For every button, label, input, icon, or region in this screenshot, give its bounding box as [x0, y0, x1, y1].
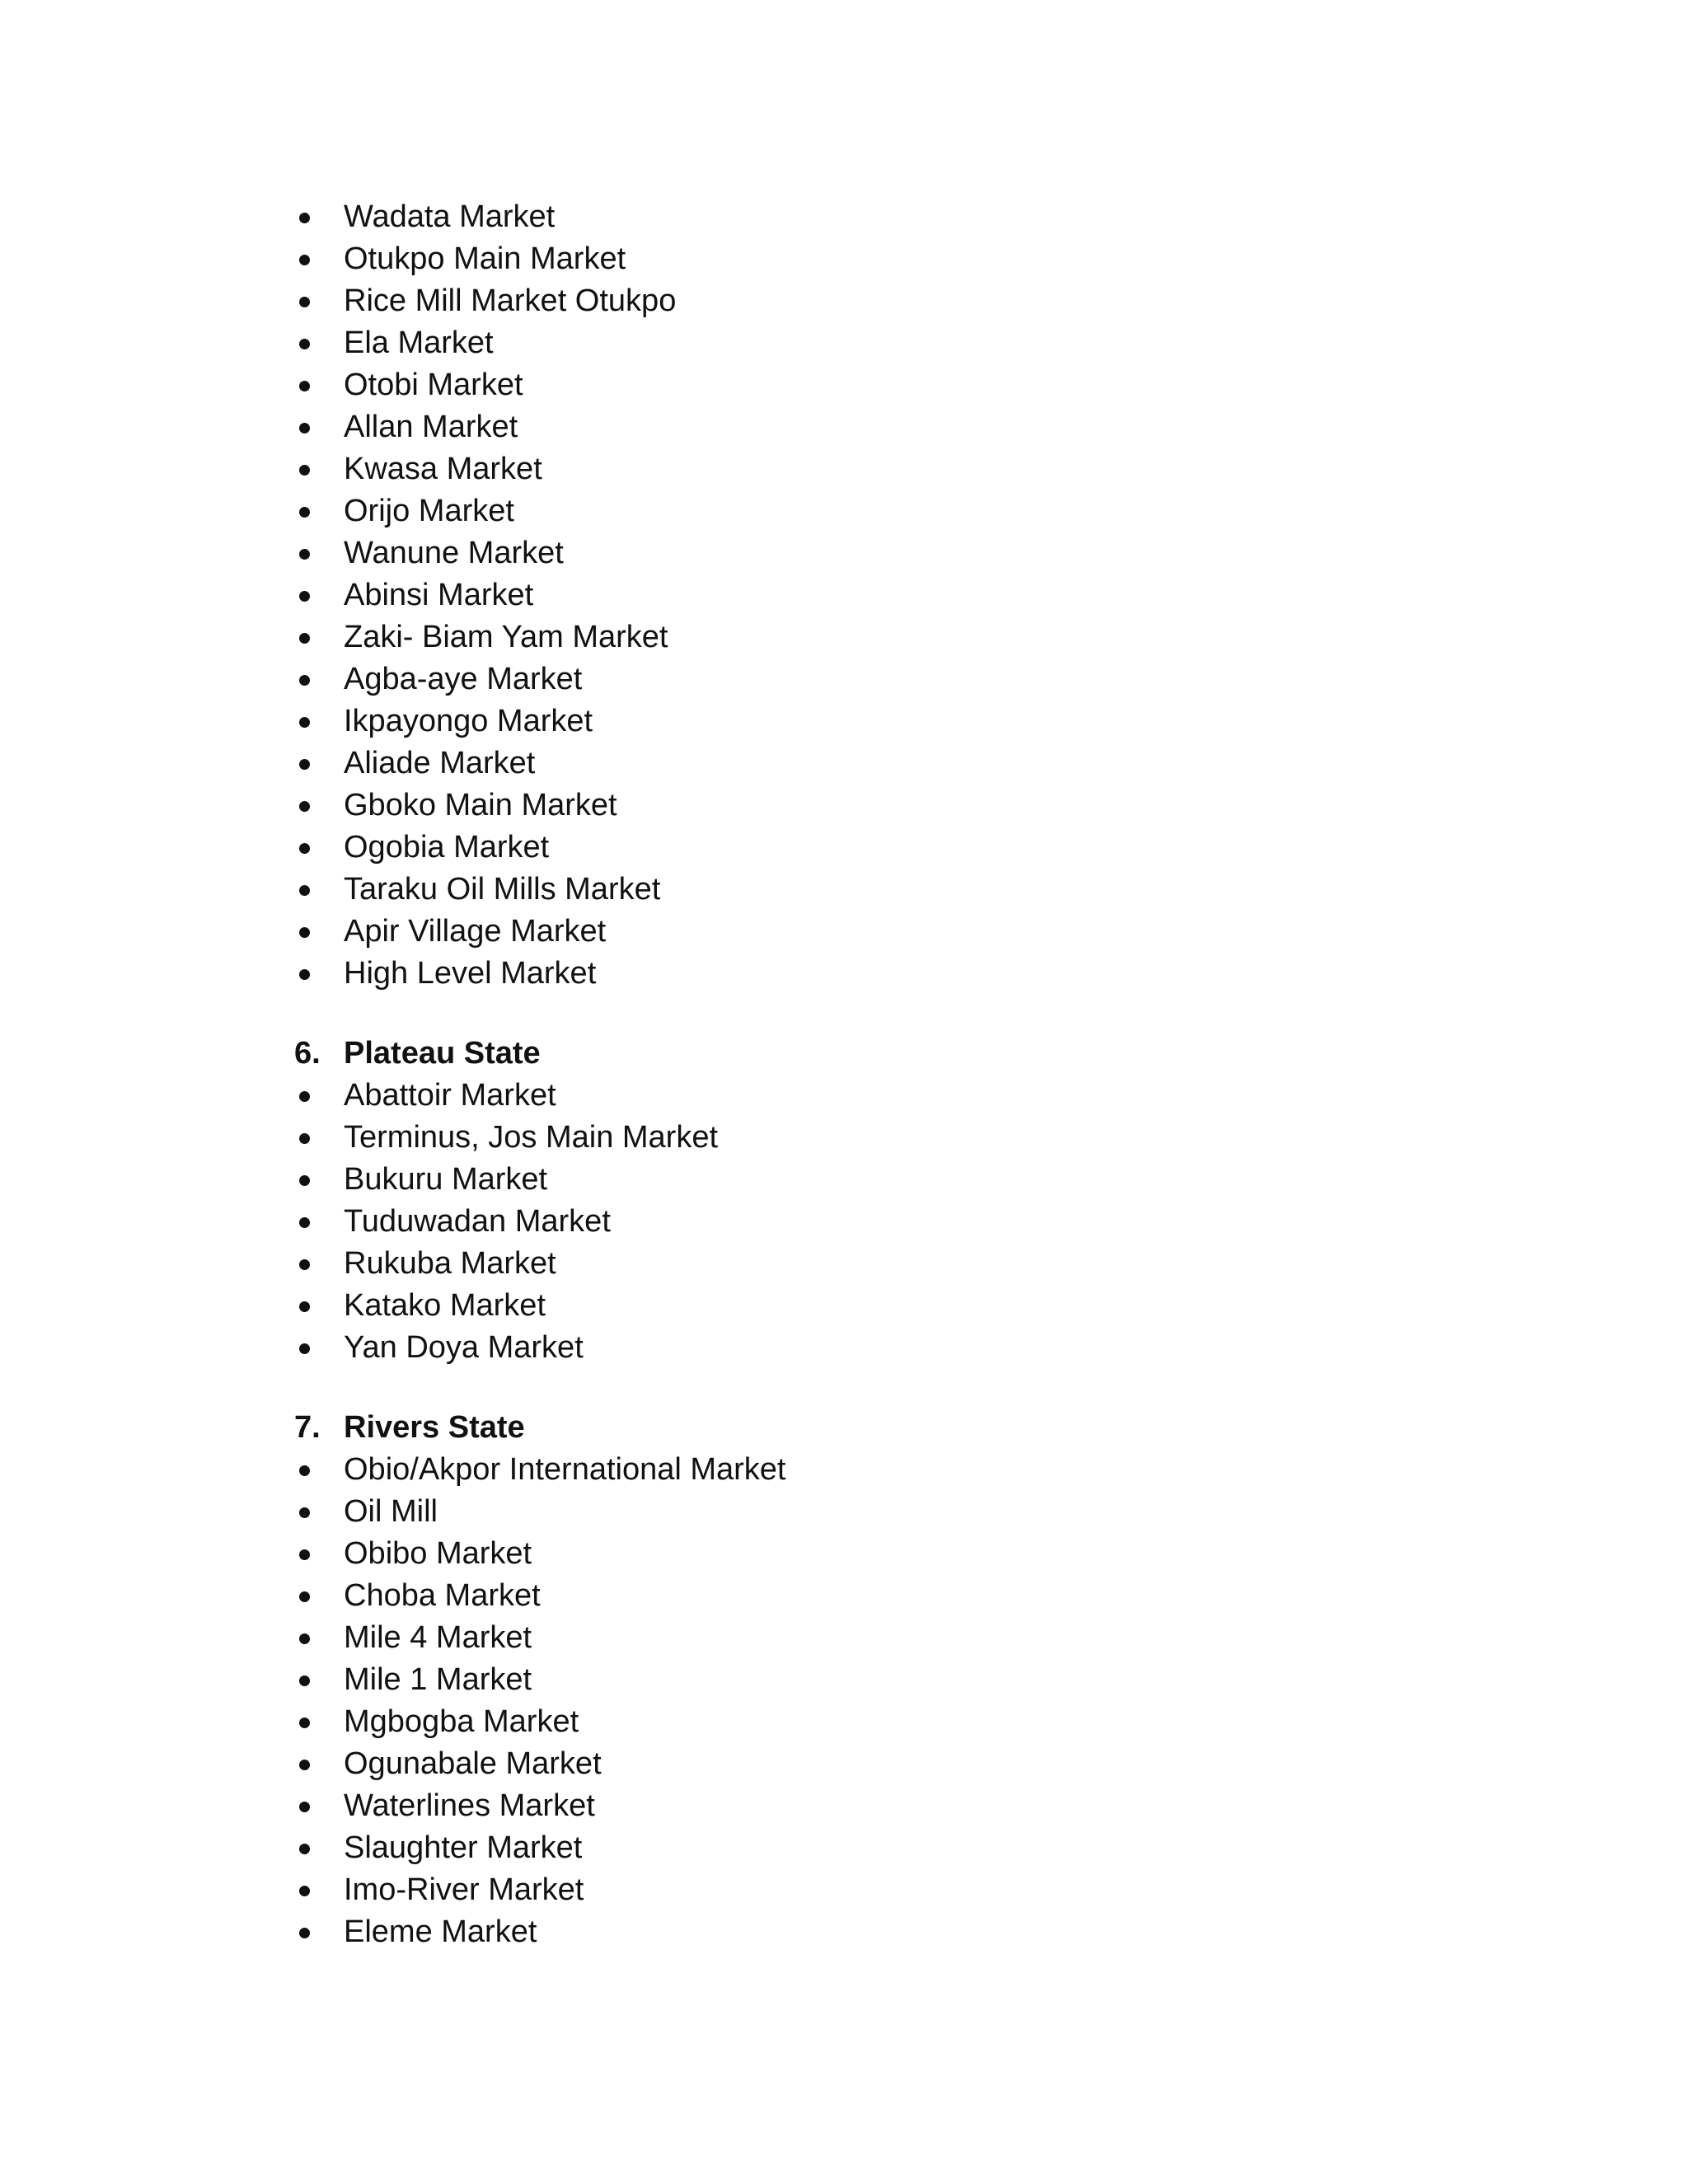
section-heading [294, 1033, 1448, 1075]
list-item: Choba Market [294, 1575, 1448, 1617]
list-item: Oil Mill [294, 1491, 1448, 1533]
list-item: Mile 1 Market [294, 1659, 1448, 1701]
list-item: Abinsi Market [294, 574, 1448, 616]
section-number: 7. [294, 1410, 321, 1445]
list-item: Wadata Market [294, 196, 1448, 238]
list-item: Rice Mill Market Otukpo [294, 280, 1448, 322]
list-item: Waterlines Market [294, 1785, 1448, 1827]
list-item: Mgbogba Market [294, 1701, 1448, 1743]
list-item: Eleme Market [294, 1911, 1448, 1953]
section-plateau-state [294, 1033, 1448, 1369]
list-item: Zaki- Biam Yam Market [294, 616, 1448, 658]
benue-market-list [294, 196, 1448, 995]
list-item: Abattoir Market [294, 1075, 1448, 1117]
section-title: Plateau State [344, 1036, 541, 1071]
list-item: Aliade Market [294, 743, 1448, 785]
list-item: Ogunabale Market [294, 1743, 1448, 1785]
document-content [294, 196, 1448, 1953]
list-item: Ogobia Market [294, 827, 1448, 869]
list-item: Ela Market [294, 322, 1448, 364]
section-heading [294, 1407, 1448, 1449]
list-item: Apir Village Market [294, 911, 1448, 953]
section-title: Rivers State [344, 1410, 525, 1445]
list-item: Terminus, Jos Main Market [294, 1117, 1448, 1159]
list-item: Yan Doya Market [294, 1327, 1448, 1369]
list-item: Allan Market [294, 406, 1448, 448]
section-rivers-state [294, 1407, 1448, 1953]
list-item: Obio/Akpor International Market [294, 1449, 1448, 1491]
list-item: Gboko Main Market [294, 785, 1448, 827]
list-item: Kwasa Market [294, 448, 1448, 490]
list-item: Wanune Market [294, 532, 1448, 574]
list-item: Agba-aye Market [294, 658, 1448, 701]
list-item: Orijo Market [294, 490, 1448, 532]
list-item: Bukuru Market [294, 1159, 1448, 1201]
list-item: Imo-River Market [294, 1869, 1448, 1911]
list-item: Tuduwadan Market [294, 1201, 1448, 1243]
list-item: Slaughter Market [294, 1827, 1448, 1869]
list-item: Otobi Market [294, 364, 1448, 406]
list-item: Katako Market [294, 1285, 1448, 1327]
plateau-market-list [294, 1075, 1448, 1369]
list-item: Obibo Market [294, 1533, 1448, 1575]
rivers-market-list [294, 1449, 1448, 1953]
list-item: Taraku Oil Mills Market [294, 869, 1448, 911]
list-item: High Level Market [294, 953, 1448, 995]
list-item: Otukpo Main Market [294, 238, 1448, 280]
list-item: Ikpayongo Market [294, 701, 1448, 743]
list-item: Rukuba Market [294, 1243, 1448, 1285]
list-item: Mile 4 Market [294, 1617, 1448, 1659]
section-number: 6. [294, 1036, 321, 1071]
